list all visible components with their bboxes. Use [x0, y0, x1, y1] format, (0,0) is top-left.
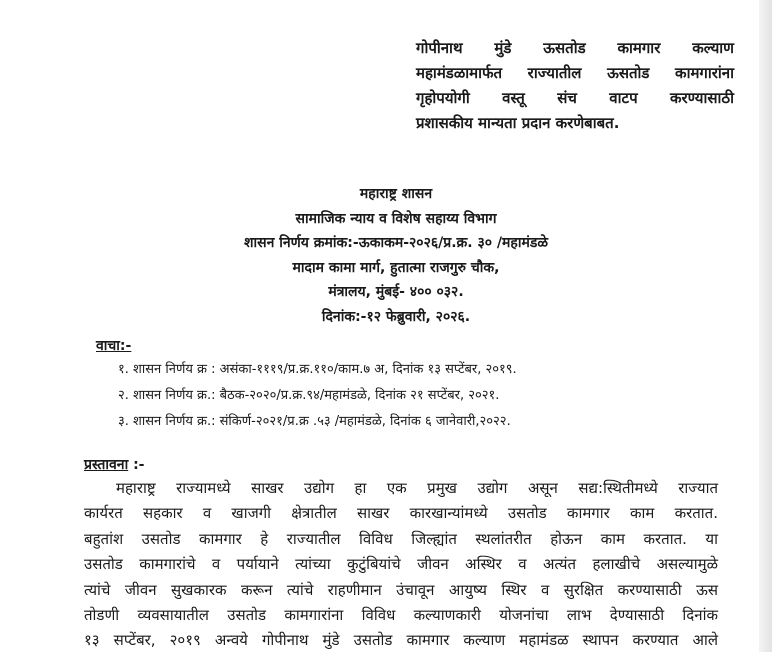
resolution-number: शासन निर्णय क्रमांक:-ऊकाकम-२०२६/प्र.क्र. ३० /महामंडळे [244, 235, 548, 251]
paragraph-line: उसतोड कामगारांचे व पर्यायाने त्यांच्या कुटुंबियांचे जीवन अस्थिर व अत्यंत हलाखीचे असल्यामुळे [84, 555, 718, 574]
resolution-date: दिनांक:-१२ फेब्रुवारी, २०२६. [321, 308, 471, 325]
subject-block [416, 36, 734, 136]
reference-item: ३. शासन निर्णय क्र.: संकिर्ण-२०२१/प्र.क्र .५३ /महामंडळे, दिनांक ६ जानेवारी,२०२२. [118, 414, 511, 429]
resolution-header [186, 182, 606, 329]
reference-list [118, 357, 517, 435]
preamble-paragraph [84, 476, 718, 654]
address-line-1: मादाम कामा मार्ग, हुतात्मा राजगुरु चौक, [292, 259, 500, 276]
scroll-edge [759, 0, 772, 652]
paragraph-line: त्यांचे जीवन सुखकारक करून त्यांचे राहणीमान उंचावून आयुष्य स्थिर व सुरक्षित करण्यासाठी ऊस [84, 580, 718, 599]
paragraph-line: तोडणी व्यवसायातील उसतोड कामगारांना विविध कल्याणकारी योजनांचा लाभ देण्यासाठी दिनांक [84, 606, 718, 625]
paragraph-line: महाराष्ट्र राज्यामध्ये साखर उद्योग हा एक प्रमुख उद्योग असून सद्य:स्थितीमध्ये राज्यात [116, 479, 718, 497]
paragraph-line: बहुतांश उसतोड कामगार हे राज्यातील विविध जिल्ह्यांत स्थलांतरीत होऊन काम करतात. या [84, 529, 718, 548]
reference-item: २. शासन निर्णय क्र.: बैठक-२०२०/प्र.क्र.९४/महामंडळे, दिनांक २१ सप्टेंबर, २०२१. [118, 388, 500, 403]
department-name: सामाजिक न्याय व विशेष सहाय्य विभाग [295, 210, 497, 227]
paragraph-line: कार्यरत सहकार व खाजगी क्षेत्रातील साखर कारखान्यांमध्ये उसतोड कामगार काम करतात. [84, 504, 718, 523]
subject-line-2: महामंडळामार्फत राज्यातील ऊसतोड कामगारांना [416, 64, 734, 82]
read-label: वाचा:- [96, 338, 132, 354]
preamble-title: प्रस्तावना [84, 457, 129, 473]
reference-item: १. शासन निर्णय क्र : असंका-१११९/प्र.क्र.११०/काम.७ अ, दिनांक १३ सप्टेंबर, २०१९. [118, 362, 517, 377]
preamble-title-suffix: :- [128, 457, 145, 473]
address-line-2: मंत्रालय, मुंबई- ४०० ०३२. [328, 284, 464, 300]
subject-line-3: गृहोपयोगी वस्तू संच वाटप करण्यासाठी [416, 89, 734, 107]
preamble-heading [84, 455, 145, 474]
subject-line-1: गोपीनाथ मुंडे ऊसतोड कामगार कल्याण [416, 39, 734, 57]
paragraph-line: १३ सप्टेंबर, २०१९ अन्वये गोपीनाथ मुंडे उसतोड कामगार कल्याण महामंडळ स्थापन करण्यात आले [84, 631, 718, 650]
subject-line-4: प्रशासकीय मान्यता प्रदान करणेबाबत. [416, 114, 620, 132]
government-name: महाराष्ट्र शासन [359, 186, 433, 202]
